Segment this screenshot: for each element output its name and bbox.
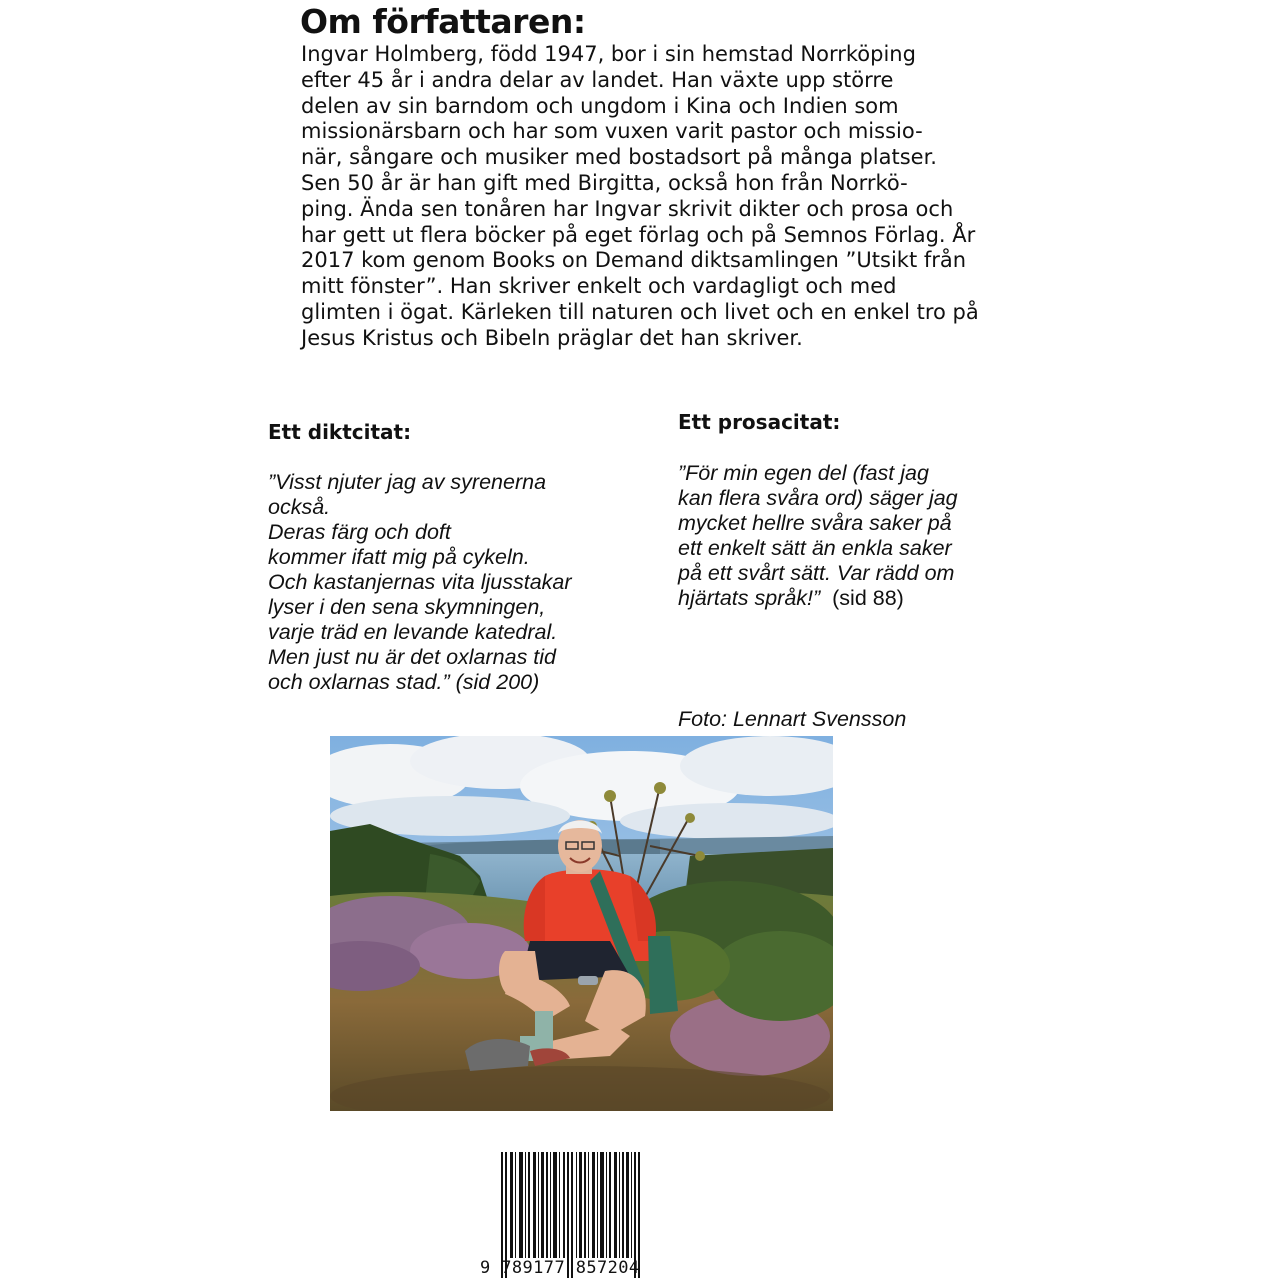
poem-quote-line: Deras färg och doft [268,520,451,544]
biography-line: glimten i ögat. Kärleken till naturen och livet och en enkel tro på [301,299,979,324]
poem-quote [268,470,572,695]
biography-line: mitt fönster”. Han skriver enkelt och vardagligt och med [301,274,897,299]
about-author-heading: Om författaren: [300,2,586,41]
prose-quote-last-line: hjärtats språk!” [678,586,821,610]
prose-quote-line: ”För min egen del (fast jag [678,461,929,485]
poem-quote-line: och oxlarnas stad.” (sid 200) [268,670,540,694]
biography-line: Ingvar Holmberg, född 1947, bor i sin hemstad Norrköping [301,42,916,66]
biography-line: 2017 kom genom Books on Demand diktsamlingen ”Utsikt från [301,248,967,273]
biography-line: har gett ut flera böcker på eget förlag och på Semnos Förlag. År [301,222,976,247]
poem-quote-line: lyser i den sena skymningen, [268,595,546,619]
biography-line: ping. Ända sen tonåren har Ingvar skrivit dikter och prosa och [301,196,954,221]
biography-line: Sen 50 år är han gift med Birgitta, också hon från Norrkö- [301,170,908,195]
biography-line: missionärsbarn och har som vuxen varit pastor och missio- [301,119,923,144]
poem-quote-heading: Ett diktcitat: [268,420,412,444]
photo-credit: Foto: Lennart Svensson [678,707,907,731]
prose-quote-line: mycket hellre svåra saker på [678,511,952,535]
author-biography [301,42,1031,352]
author-photo [330,736,833,1111]
poem-quote-line: varje träd en levande katedral. [268,620,558,644]
biography-line: när, sångare och musiker med bostadsort på många platser. [301,145,937,170]
poem-quote-line: ”Visst njuter jag av syrenerna [268,470,547,494]
biography-line: delen av sin barndom och ungdom i Kina och Indien som [301,93,899,118]
prose-quote-line: ett enkelt sätt än enkla saker [678,536,952,560]
prose-quote [678,461,958,611]
poem-quote-line: Och kastanjernas vita ljusstakar [268,570,572,594]
prose-quote-source: (sid 88) [832,586,904,610]
poem-quote-line: Men just nu är det oxlarnas tid [268,645,557,669]
prose-quote-line: på ett svårt sätt. Var rädd om [678,561,955,585]
poem-quote-line: också. [268,495,331,519]
poem-quote-line: kommer ifatt mig på cykeln. [268,545,530,569]
isbn-number: 9 789177 857204 [480,1258,640,1278]
prose-quote-line: kan flera svåra ord) säger jag [678,486,958,510]
biography-line: Jesus Kristus och Bibeln präglar det han skriver. [301,325,803,350]
biography-line: efter 45 år i andra delar av landet. Han växte upp större [301,67,894,92]
prose-quote-heading: Ett prosacitat: [678,410,841,434]
prose-quote-line [678,586,958,611]
